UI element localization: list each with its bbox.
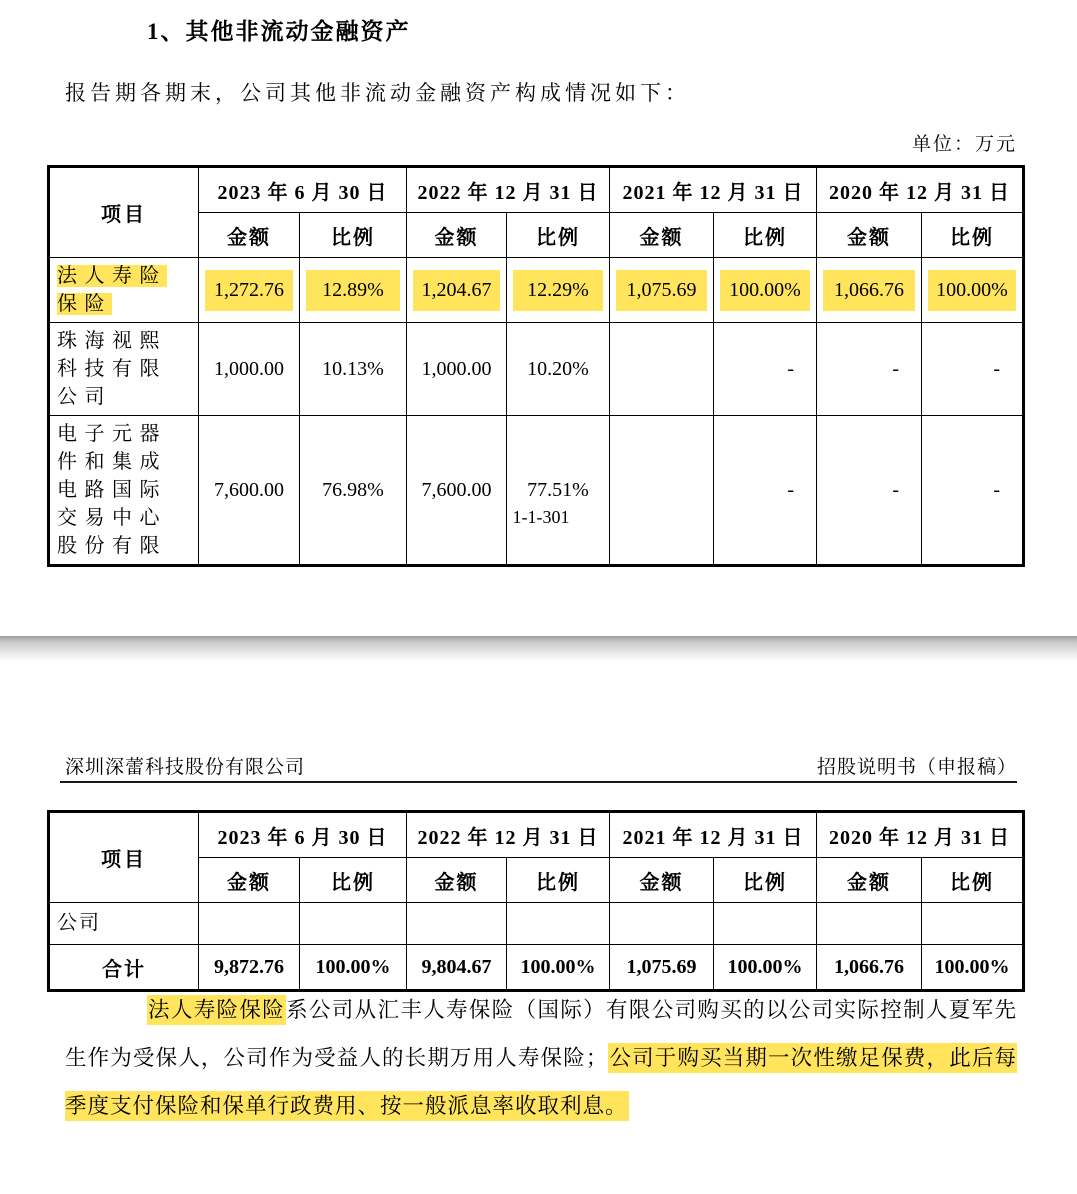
running-header-company: 深圳深蕾科技股份有限公司 xyxy=(65,757,306,778)
amount-cell xyxy=(199,903,300,945)
date-header-2020: 2020 年 12 月 31 日 xyxy=(817,167,1024,213)
ratio-header: 比例 xyxy=(922,858,1024,903)
ratio-header: 比例 xyxy=(714,858,817,903)
amount-cell xyxy=(610,323,714,416)
date-header-2022: 2022 年 12 月 31 日 xyxy=(407,812,610,858)
highlighted-value: 100.00% xyxy=(720,270,810,311)
date-header-2023: 2023 年 6 月 30 日 xyxy=(199,812,407,858)
table-row xyxy=(49,903,1024,945)
amount-cell xyxy=(610,258,714,323)
amount-cell: 9,804.67 xyxy=(407,945,507,991)
total-label-cell: 合计 xyxy=(49,945,199,991)
section-title: 1、其他非流动金融资产 xyxy=(147,19,411,44)
ratio-cell xyxy=(507,903,610,945)
unit-label: 单位：万元 xyxy=(911,134,1017,155)
ratio-cell: 100.00% xyxy=(507,945,610,991)
table-row xyxy=(49,323,1024,416)
amount-cell xyxy=(407,903,507,945)
amount-cell xyxy=(407,258,507,323)
amount-cell: 7,600.00 xyxy=(199,416,300,566)
amount-cell xyxy=(817,258,922,323)
highlighted-value: 100.00% xyxy=(928,270,1016,311)
amount-cell xyxy=(610,903,714,945)
ratio-cell xyxy=(507,258,610,323)
ratio-cell xyxy=(922,258,1024,323)
header-rule xyxy=(60,781,1017,783)
amount-cell: 1,075.69 xyxy=(610,945,714,991)
closing-paragraph xyxy=(65,986,1017,1130)
ratio-cell: 76.98% xyxy=(300,416,407,566)
table-header-row xyxy=(49,812,1024,858)
highlighted-term: 法人寿险保险 xyxy=(147,995,286,1025)
ratio-cell: - xyxy=(714,323,817,416)
paragraph-text: 系公司从汇丰人寿保险（国际）有限公司购买的以公司实际控制人夏军先生作为受保人，公司作为受益人的长期万用人寿保险； xyxy=(65,998,1017,1070)
ratio-header: 比例 xyxy=(714,213,817,258)
amount-header: 金额 xyxy=(407,858,507,903)
ratio-cell: - xyxy=(922,323,1024,416)
ratio-cell xyxy=(714,903,817,945)
amount-cell xyxy=(817,903,922,945)
amount-cell: 9,872.76 xyxy=(199,945,300,991)
page-break-separator xyxy=(0,636,1077,662)
amount-cell: 1,000.00 xyxy=(407,323,507,416)
amount-cell: 7,600.00 xyxy=(407,416,507,566)
amount-cell xyxy=(199,258,300,323)
ratio-header: 比例 xyxy=(300,213,407,258)
date-header-2020: 2020 年 12 月 31 日 xyxy=(817,812,1024,858)
highlighted-value: 12.29% xyxy=(513,270,603,311)
amount-header: 金额 xyxy=(610,858,714,903)
amount-header: 金额 xyxy=(199,858,300,903)
table-row xyxy=(49,416,1024,566)
amount-cell: - xyxy=(817,323,922,416)
highlighted-clause: 公司于购买当期一次性缴足保费，此后每季度支付保险和保单行政费用、按一般派息率收取利息。 xyxy=(65,1043,1017,1121)
ratio-cell: 100.00% xyxy=(300,945,407,991)
highlighted-value: 1,075.69 xyxy=(616,270,707,311)
ratio-cell xyxy=(300,258,407,323)
ratio-cell: 77.51% xyxy=(507,416,610,566)
item-cell xyxy=(49,258,199,323)
ratio-cell xyxy=(714,258,817,323)
ratio-cell: - xyxy=(714,416,817,566)
ratio-cell: - xyxy=(922,416,1024,566)
amount-cell: - xyxy=(817,416,922,566)
ratio-cell: 10.13% xyxy=(300,323,407,416)
item-column-header: 项目 xyxy=(49,167,199,258)
ratio-cell xyxy=(300,903,407,945)
amount-header: 金额 xyxy=(817,213,922,258)
ratio-header: 比例 xyxy=(922,213,1024,258)
amount-header: 金额 xyxy=(407,213,507,258)
date-header-2021: 2021 年 12 月 31 日 xyxy=(610,812,817,858)
date-header-2023: 2023 年 6 月 30 日 xyxy=(199,167,407,213)
ratio-header: 比例 xyxy=(300,858,407,903)
total-row xyxy=(49,945,1024,991)
amount-header: 金额 xyxy=(817,858,922,903)
ratio-cell: 100.00% xyxy=(714,945,817,991)
highlighted-item-text: 法人寿险保险 xyxy=(57,265,167,315)
assets-total-table xyxy=(47,810,1025,992)
intro-paragraph: 报告期各期末，公司其他非流动金融资产构成情况如下： xyxy=(65,81,690,105)
highlighted-value: 1,066.76 xyxy=(823,270,915,311)
item-cell: 公司 xyxy=(49,903,199,945)
amount-header: 金额 xyxy=(199,213,300,258)
table-row xyxy=(49,258,1024,323)
item-cell: 电子元器件和集成电路国际交易中心股份有限 xyxy=(49,416,199,566)
highlighted-value: 12.89% xyxy=(306,270,400,311)
date-header-2021: 2021 年 12 月 31 日 xyxy=(610,167,817,213)
page-number: 1-1-301 xyxy=(512,507,570,527)
ratio-cell xyxy=(922,903,1024,945)
highlighted-value: 1,204.67 xyxy=(413,270,500,311)
highlighted-value: 1,272.76 xyxy=(205,270,293,311)
amount-cell: 1,000.00 xyxy=(199,323,300,416)
ratio-header: 比例 xyxy=(507,858,610,903)
item-column-header: 项目 xyxy=(49,812,199,903)
running-header-doctype: 招股说明书（申报稿） xyxy=(816,757,1017,778)
amount-header: 金额 xyxy=(610,213,714,258)
date-header-2022: 2022 年 12 月 31 日 xyxy=(407,167,610,213)
amount-cell: 1,066.76 xyxy=(817,945,922,991)
ratio-cell: 10.20% xyxy=(507,323,610,416)
item-cell: 珠海视熙科技有限公司 xyxy=(49,323,199,416)
ratio-header: 比例 xyxy=(507,213,610,258)
ratio-cell: 100.00% xyxy=(922,945,1024,991)
amount-cell xyxy=(610,416,714,566)
table-header-row xyxy=(49,167,1024,213)
